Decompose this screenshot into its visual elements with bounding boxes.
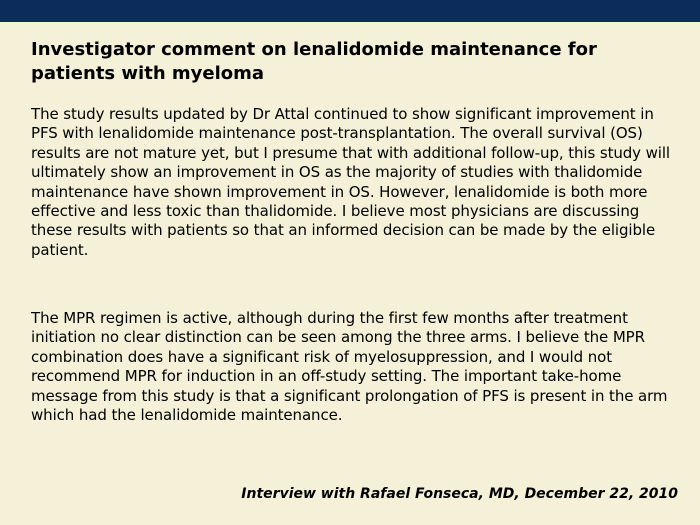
- interview-attribution: Interview with Rafael Fonseca, MD, December 22, 2010: [241, 486, 678, 502]
- slide-title: Investigator comment on lenalidomide maintenance for patients with myeloma: [31, 39, 597, 84]
- comment-paragraph-1: The study results updated by Dr Attal continued to show significant improvement in PFS with lenalidomide maintenance post-transplantation. The overall survival (OS) results are not mature yet, but I presume that with additional follow-up, this study will ultimately show an improvement in OS as the majority of studies with thalidomide maintenance have shown improvement in OS. However, lenalidomide is both more effective and less toxic than thalidomide. I believe most physicians are discussing these results with patients so that an informed decision can be made by the eligible patient.: [31, 105, 670, 259]
- top-banner-bar: [0, 0, 700, 22]
- comment-paragraph-2: The MPR regimen is active, although during the first few months after treatment initiation no clear distinction can be seen among the three arms. I believe the MPR combination does have a significant risk of myelosuppression, and I would not recommend MPR for induction in an off-study setting. The important take-home message from this study is that a significant prolongation of PFS is present in the arm which had the lenalidomide maintenance.: [31, 309, 668, 425]
